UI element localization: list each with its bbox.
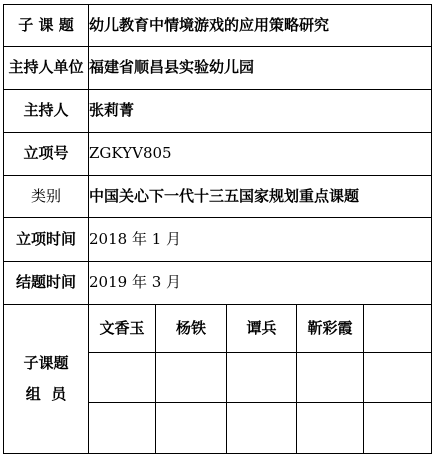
member-empty-cell bbox=[364, 305, 432, 353]
subproject-label: 子 课 题 bbox=[4, 5, 89, 47]
completion-time-label: 结题时间 bbox=[4, 262, 89, 305]
project-number-label: 立项号 bbox=[4, 133, 89, 176]
category-label: 类别 bbox=[4, 176, 89, 218]
member-empty-cell bbox=[297, 403, 364, 454]
member-name: 文香玉 bbox=[89, 305, 156, 353]
member-empty-cell bbox=[297, 353, 364, 403]
row-completion-time bbox=[4, 262, 432, 305]
member-empty-cell bbox=[89, 353, 156, 403]
host-label: 主持人 bbox=[4, 90, 89, 133]
member-empty-cell bbox=[227, 403, 297, 454]
approval-time-value: 2018 年 1 月 bbox=[89, 218, 432, 262]
project-info-table bbox=[3, 4, 432, 454]
members-label-line1: 子课题 bbox=[23, 353, 69, 372]
host-value: 张莉菁 bbox=[89, 90, 432, 133]
member-empty-cell bbox=[227, 353, 297, 403]
project-number-value: ZGKYV805 bbox=[89, 133, 432, 176]
member-name: 杨铁 bbox=[156, 305, 227, 353]
row-host-unit bbox=[4, 47, 432, 90]
row-host bbox=[4, 90, 432, 133]
member-name: 谭兵 bbox=[227, 305, 297, 353]
host-unit-value: 福建省顺昌县实验幼儿园 bbox=[89, 47, 432, 90]
member-empty-cell bbox=[364, 353, 432, 403]
row-subproject bbox=[4, 5, 432, 47]
member-empty-cell bbox=[89, 403, 156, 454]
member-empty-cell bbox=[156, 353, 227, 403]
host-unit-label: 主持人单位 bbox=[4, 47, 89, 90]
row-project-number bbox=[4, 133, 432, 176]
members-label-line2: 组 员 bbox=[25, 385, 67, 403]
member-empty-cell bbox=[364, 403, 432, 454]
row-category bbox=[4, 176, 432, 218]
approval-time-label: 立项时间 bbox=[4, 218, 89, 262]
member-name: 靳彩霞 bbox=[297, 305, 364, 353]
members-label bbox=[4, 305, 89, 454]
completion-time-value: 2019 年 3 月 bbox=[89, 262, 432, 305]
row-members bbox=[4, 305, 432, 353]
row-approval-time bbox=[4, 218, 432, 262]
member-empty-cell bbox=[156, 403, 227, 454]
subproject-value: 幼儿教育中情境游戏的应用策略研究 bbox=[89, 5, 432, 47]
category-value: 中国关心下一代十三五国家规划重点课题 bbox=[89, 176, 432, 218]
